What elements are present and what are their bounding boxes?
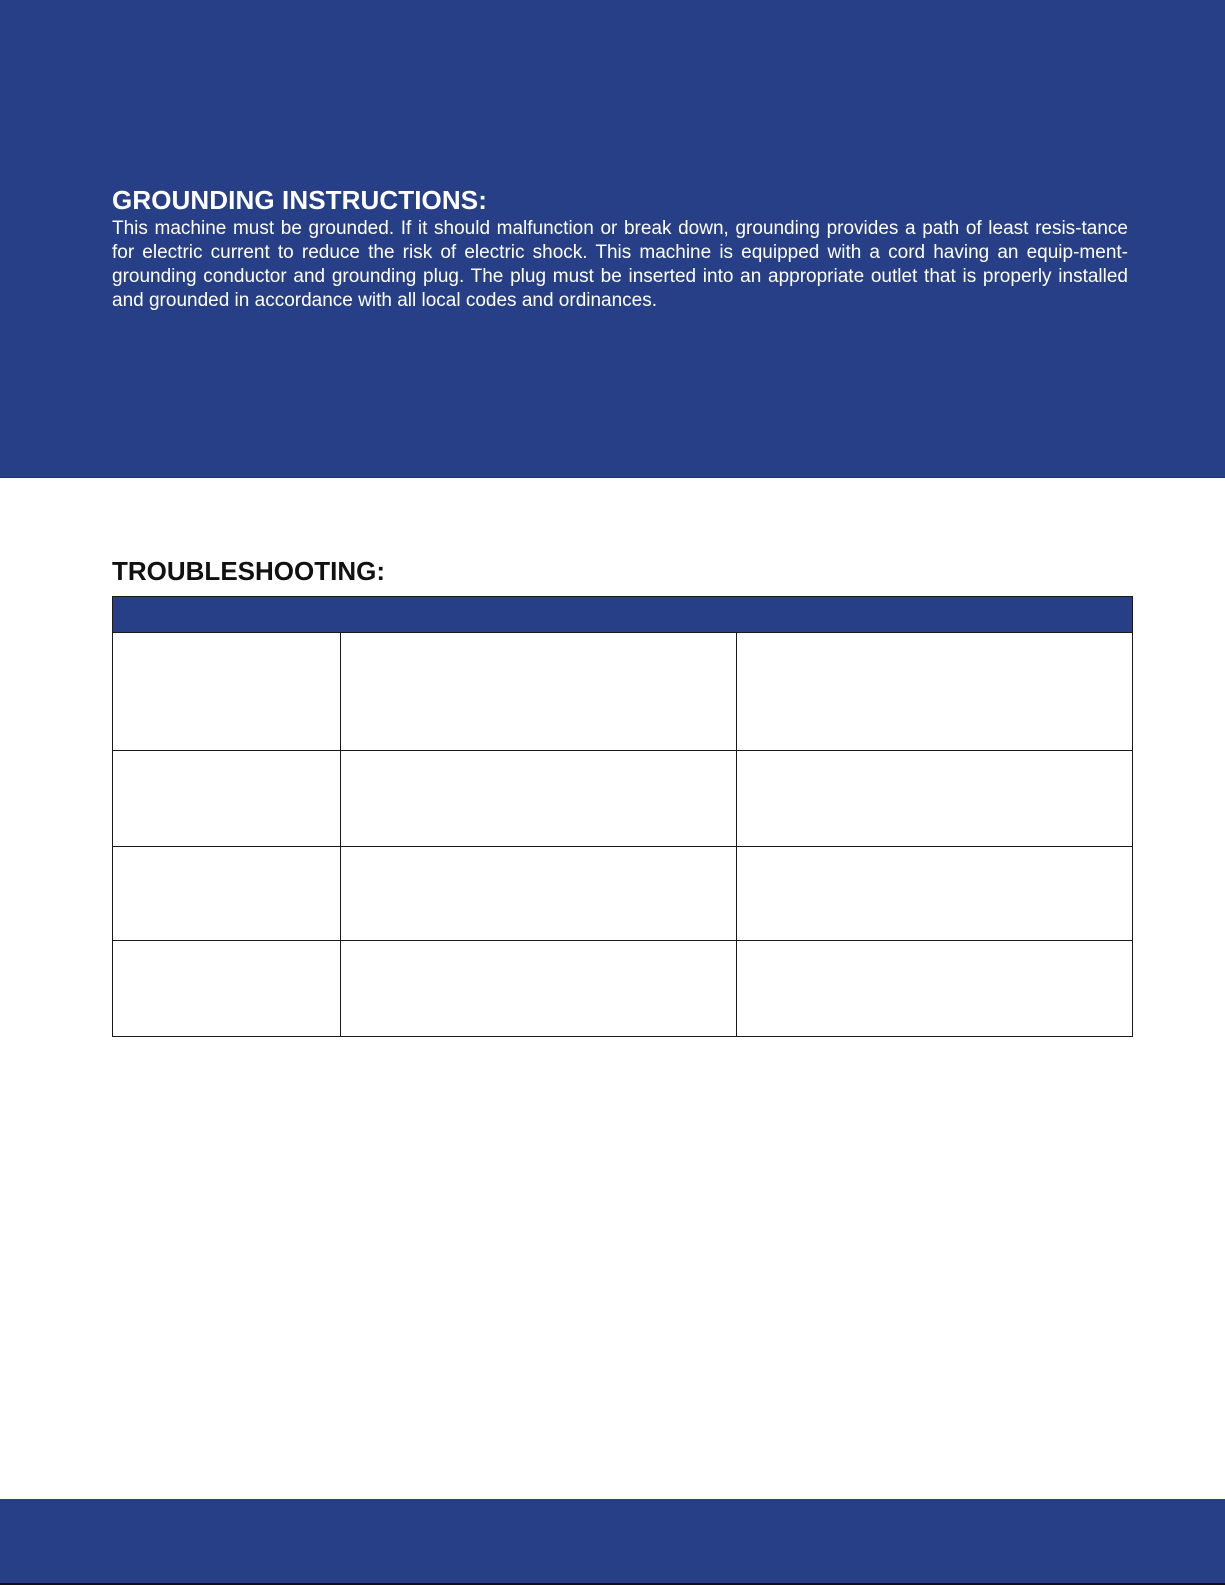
- table-cell: [737, 633, 1133, 751]
- table-row: [113, 751, 1133, 847]
- grounding-instructions-title: GROUNDING INSTRUCTIONS:: [112, 185, 487, 215]
- table-cell: [113, 633, 341, 751]
- troubleshooting-table-header-row: [113, 597, 1133, 633]
- table-row: [113, 847, 1133, 941]
- table-cell: [113, 751, 341, 847]
- troubleshooting-table: [112, 596, 1133, 1037]
- troubleshooting-table-header: [113, 597, 1133, 633]
- top-header-band: [0, 0, 1225, 478]
- table-row: [113, 941, 1133, 1037]
- table-cell: [341, 751, 737, 847]
- table-row: [113, 633, 1133, 751]
- grounding-instructions-body: This machine must be grounded. If it should malfunction or break down, grounding provides a path of least resis-tance for electric current to reduce the risk of electric shock. This machine is equipped with a cord having an equip-ment-grounding conductor and grounding plug. The plug must be inserted into an appropriate outlet that is properly installed and grounded in accordance with all local codes and ordinances.: [112, 218, 1128, 311]
- bottom-footer-band: [0, 1499, 1225, 1585]
- table-cell: [113, 941, 341, 1037]
- table-cell: [113, 847, 341, 941]
- table-cell: [737, 941, 1133, 1037]
- table-cell: [341, 633, 737, 751]
- table-cell: [737, 751, 1133, 847]
- table-cell: [737, 847, 1133, 941]
- table-cell: [341, 941, 737, 1037]
- table-cell: [341, 847, 737, 941]
- troubleshooting-title: TROUBLESHOOTING:: [112, 556, 385, 586]
